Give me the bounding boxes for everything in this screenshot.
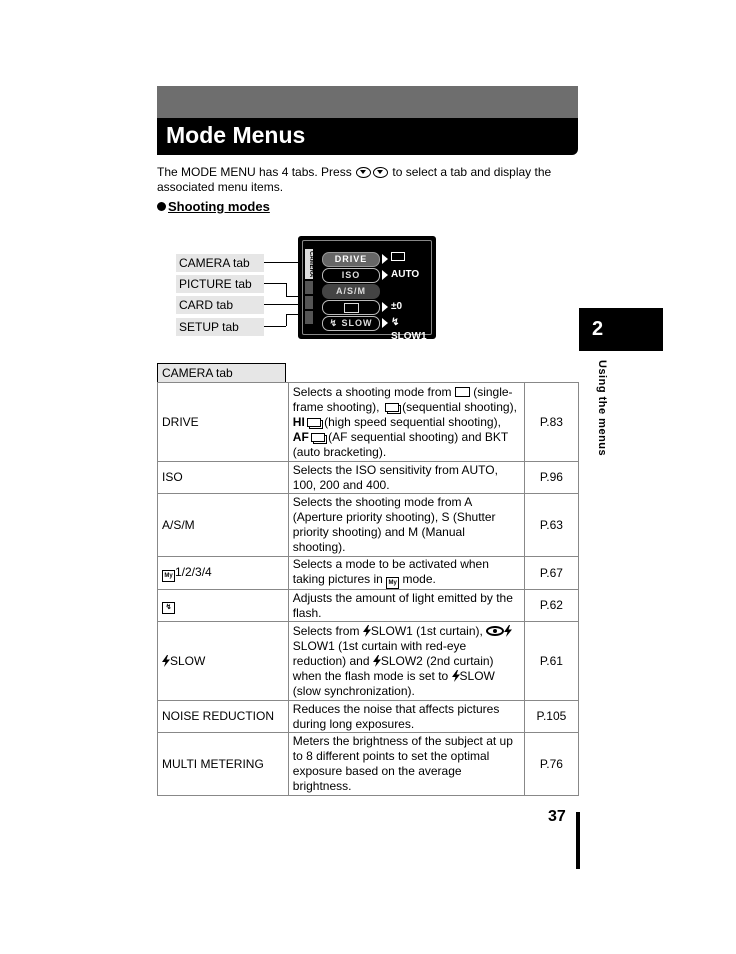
flash-compensation-icon: ↯ <box>162 602 175 614</box>
table-row <box>158 701 579 733</box>
lcd-value-slow-text: SLOW1 <box>391 331 427 342</box>
lcd-picture-tab <box>305 281 313 294</box>
leader-line <box>286 283 287 296</box>
desc-text: Selects from <box>292 623 363 638</box>
row-page: P.61 <box>524 622 578 701</box>
row-name-text: 1/2/3/4 <box>175 564 212 579</box>
row-name <box>158 557 289 590</box>
chapter-label: Using the menus <box>596 360 608 457</box>
arrow-right-icon <box>382 254 388 264</box>
lcd-item-slow: ↯ SLOW <box>322 316 380 331</box>
row-name: MULTI METERING <box>158 733 289 796</box>
row-name: DRIVE <box>158 383 289 462</box>
intro-text-2: to select a tab and display the associated menu items. <box>157 165 552 194</box>
sequential-icon <box>307 418 321 427</box>
af-label: AF <box>292 429 309 444</box>
arrow-right-icon <box>382 270 388 280</box>
lcd-screen <box>298 236 436 342</box>
lcd-inner <box>302 240 432 342</box>
page-marker-bar <box>576 812 580 869</box>
row-page: P.96 <box>524 462 578 494</box>
flash-icon <box>504 625 512 637</box>
desc-text: (single-frame shooting), <box>292 384 513 414</box>
desc-text: SLOW1 (1st curtain), <box>370 623 487 638</box>
lcd-camera-tab-label: CAMERA <box>308 250 314 278</box>
table-row <box>158 590 579 622</box>
intro-paragraph <box>157 165 582 195</box>
arrow-pad-down-icon <box>373 167 388 178</box>
lcd-item-iso: ISO <box>322 268 380 283</box>
row-desc <box>288 383 524 462</box>
sequential-icon <box>311 433 325 442</box>
page-number: 37 <box>548 808 566 825</box>
single-frame-icon <box>455 387 470 397</box>
table-row <box>158 494 579 557</box>
lcd-item-flash-comp <box>322 300 380 315</box>
row-desc: Adjusts the amount of light emitted by the flash. <box>288 590 524 622</box>
table-header: CAMERA tab <box>157 363 286 382</box>
flash-icon <box>363 625 371 637</box>
row-desc: Selects the ISO sensitivity from AUTO, 100, 200 and 400. <box>288 462 524 494</box>
desc-text: SLOW (slow synchronization). <box>292 668 495 698</box>
bullet-icon <box>157 202 166 211</box>
table-row <box>158 622 579 701</box>
leader-line <box>264 283 286 284</box>
desc-text: (high speed sequential shooting), <box>320 414 501 429</box>
row-name: A/S/M <box>158 494 289 557</box>
leader-line <box>264 326 286 327</box>
my-mode-icon: My <box>386 577 399 589</box>
chapter-tab: 2 <box>579 308 663 351</box>
sequential-icon <box>385 403 399 412</box>
arrow-pad-up-icon <box>356 167 371 178</box>
desc-text: Selects a mode to be activated when taking pictures in <box>292 557 489 586</box>
row-page: P.83 <box>524 383 578 462</box>
row-desc: Meters the brightness of the subject at up to 8 different points to set the optimal exposure based on the average brightness. <box>288 733 524 796</box>
leader-line <box>286 314 287 326</box>
row-page: P.105 <box>524 701 578 733</box>
my-mode-icon: My <box>162 570 175 582</box>
row-page: P.76 <box>524 733 578 796</box>
desc-text: (sequential shooting), <box>398 399 517 414</box>
lcd-item-slow-label: SLOW <box>341 318 373 328</box>
lcd-item-asm: A/S/M <box>322 284 380 299</box>
row-name <box>158 622 289 701</box>
page-title: Mode Menus <box>166 122 306 148</box>
desc-text: mode. <box>399 572 436 586</box>
flash-icon <box>452 670 460 682</box>
desc-text: (AF sequential shooting) and BKT (auto bracketing). <box>292 429 508 459</box>
row-name: ISO <box>158 462 289 494</box>
desc-text: SLOW2 (2nd curtain) when the flash mode is set to <box>292 653 494 683</box>
row-desc <box>288 622 524 701</box>
callout-setup-tab: SETUP tab <box>176 318 264 336</box>
section-heading-text: Shooting modes <box>168 199 270 214</box>
table-row <box>158 383 579 462</box>
row-page: P.63 <box>524 494 578 557</box>
arrow-right-icon <box>382 302 388 312</box>
arrow-right-icon <box>382 318 388 328</box>
callout-camera-tab: CAMERA tab <box>176 254 264 272</box>
header-band <box>157 86 578 118</box>
lcd-value-flash-comp: ±0 <box>391 301 403 312</box>
hi-label: HI <box>292 414 305 429</box>
flash-icon <box>373 655 381 667</box>
row-name: NOISE REDUCTION <box>158 701 289 733</box>
desc-text: SLOW1 (1st curtain with red-eye reduction) and <box>292 638 467 668</box>
table-row <box>158 462 579 494</box>
table-row <box>158 733 579 796</box>
row-name <box>158 590 289 622</box>
desc-text: Selects a shooting mode from <box>292 384 455 399</box>
lcd-item-drive: DRIVE <box>322 252 380 267</box>
section-heading <box>157 199 270 215</box>
camera-tab-table <box>157 382 579 796</box>
row-desc <box>288 557 524 590</box>
callout-card-tab: CARD tab <box>176 296 264 314</box>
flash-icon <box>162 655 170 667</box>
lcd-value-slow: ↯ SLOW1 <box>391 317 427 342</box>
row-desc: Selects the shooting mode from A (Aperture priority shooting), S (Shutter priority shooting) and M (Manual shooting). <box>288 494 524 557</box>
red-eye-icon <box>486 626 504 636</box>
lcd-setup-tab <box>305 311 313 324</box>
lcd-card-tab <box>305 296 313 309</box>
row-desc: Reduces the noise that affects pictures during long exposures. <box>288 701 524 733</box>
row-page: P.67 <box>524 557 578 590</box>
row-page: P.62 <box>524 590 578 622</box>
table-row <box>158 557 579 590</box>
row-name-text: SLOW <box>170 653 206 668</box>
lcd-value-drive <box>391 252 405 266</box>
lcd-value-iso: AUTO <box>391 269 420 280</box>
intro-text-1: The MODE MENU has 4 tabs. Press <box>157 165 356 179</box>
callout-picture-tab: PICTURE tab <box>176 275 264 293</box>
